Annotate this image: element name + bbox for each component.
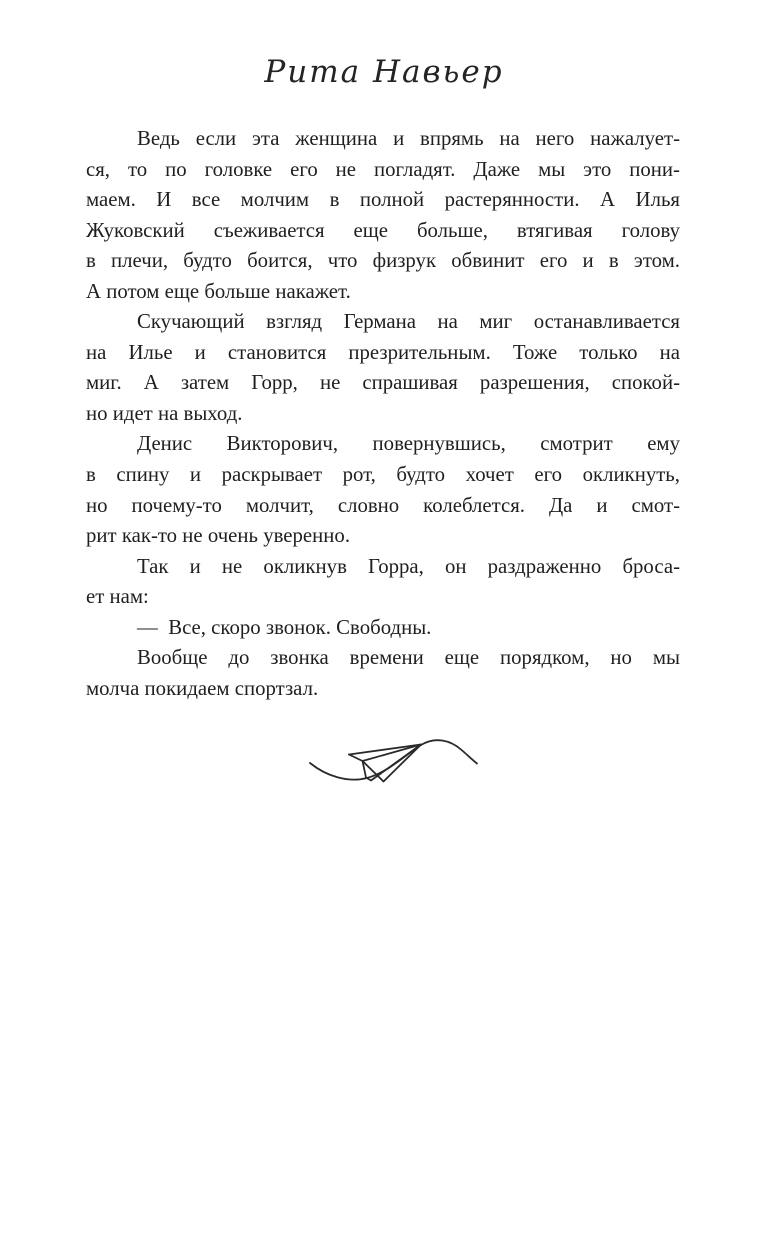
page-text	[86, 124, 680, 704]
text-line: Жуковский съеживается еще больше, втягивая голову	[86, 218, 680, 242]
text-line: А потом еще больше накажет.	[86, 279, 351, 303]
text-line: Денис Викторович, повернувшись, смотрит ему	[137, 432, 680, 456]
text-line: ся, то по головке его не погладят. Даже мы это пони-	[86, 157, 680, 181]
text-line: Ведь если эта женщина и впрямь на него нажалует-	[137, 127, 680, 150]
text-line: молча покидаем спортзал.	[86, 676, 319, 700]
text-line: на Илье и становится презрительным. Тоже только на	[86, 340, 680, 364]
paragraph	[86, 643, 680, 704]
swoosh-line	[310, 740, 477, 779]
text-line: — Все, скоро звонок. Свободны.	[137, 615, 432, 639]
text-line: миг. А затем Горр, не спрашивая разрешения, спокой-	[86, 371, 680, 395]
paragraph	[86, 307, 680, 429]
paper-airplane-doodle	[296, 733, 486, 795]
text-line: Вообще до звонка времени еще порядком, но мы	[137, 646, 680, 670]
text-line: в спину и раскрывает рот, будто хочет его окликнуть,	[86, 463, 680, 487]
text-line: но почему-то молчит, словно колеблется. Да и смот-	[86, 493, 680, 517]
text-line: ет нам:	[86, 585, 149, 609]
text-line: рит как-то не очень уверенно.	[86, 524, 351, 548]
paragraph	[86, 552, 680, 613]
paragraph	[86, 613, 680, 644]
text-line: в плечи, будто боится, что физрук обвинит его и в этом.	[86, 249, 680, 273]
text-line: Так и не окликнув Горра, он раздраженно броса-	[137, 554, 680, 578]
author-name-header: Рита Навьер	[264, 54, 504, 90]
paragraph	[86, 124, 680, 307]
text-line: маем. И все молчим в полной растерянности. А Илья	[86, 188, 680, 212]
paragraph	[86, 429, 680, 551]
plane-fuselage	[363, 745, 422, 781]
text-line: Скучающий взгляд Германа на миг останавливается	[137, 310, 680, 334]
text-line: но идет на выход.	[86, 401, 243, 425]
